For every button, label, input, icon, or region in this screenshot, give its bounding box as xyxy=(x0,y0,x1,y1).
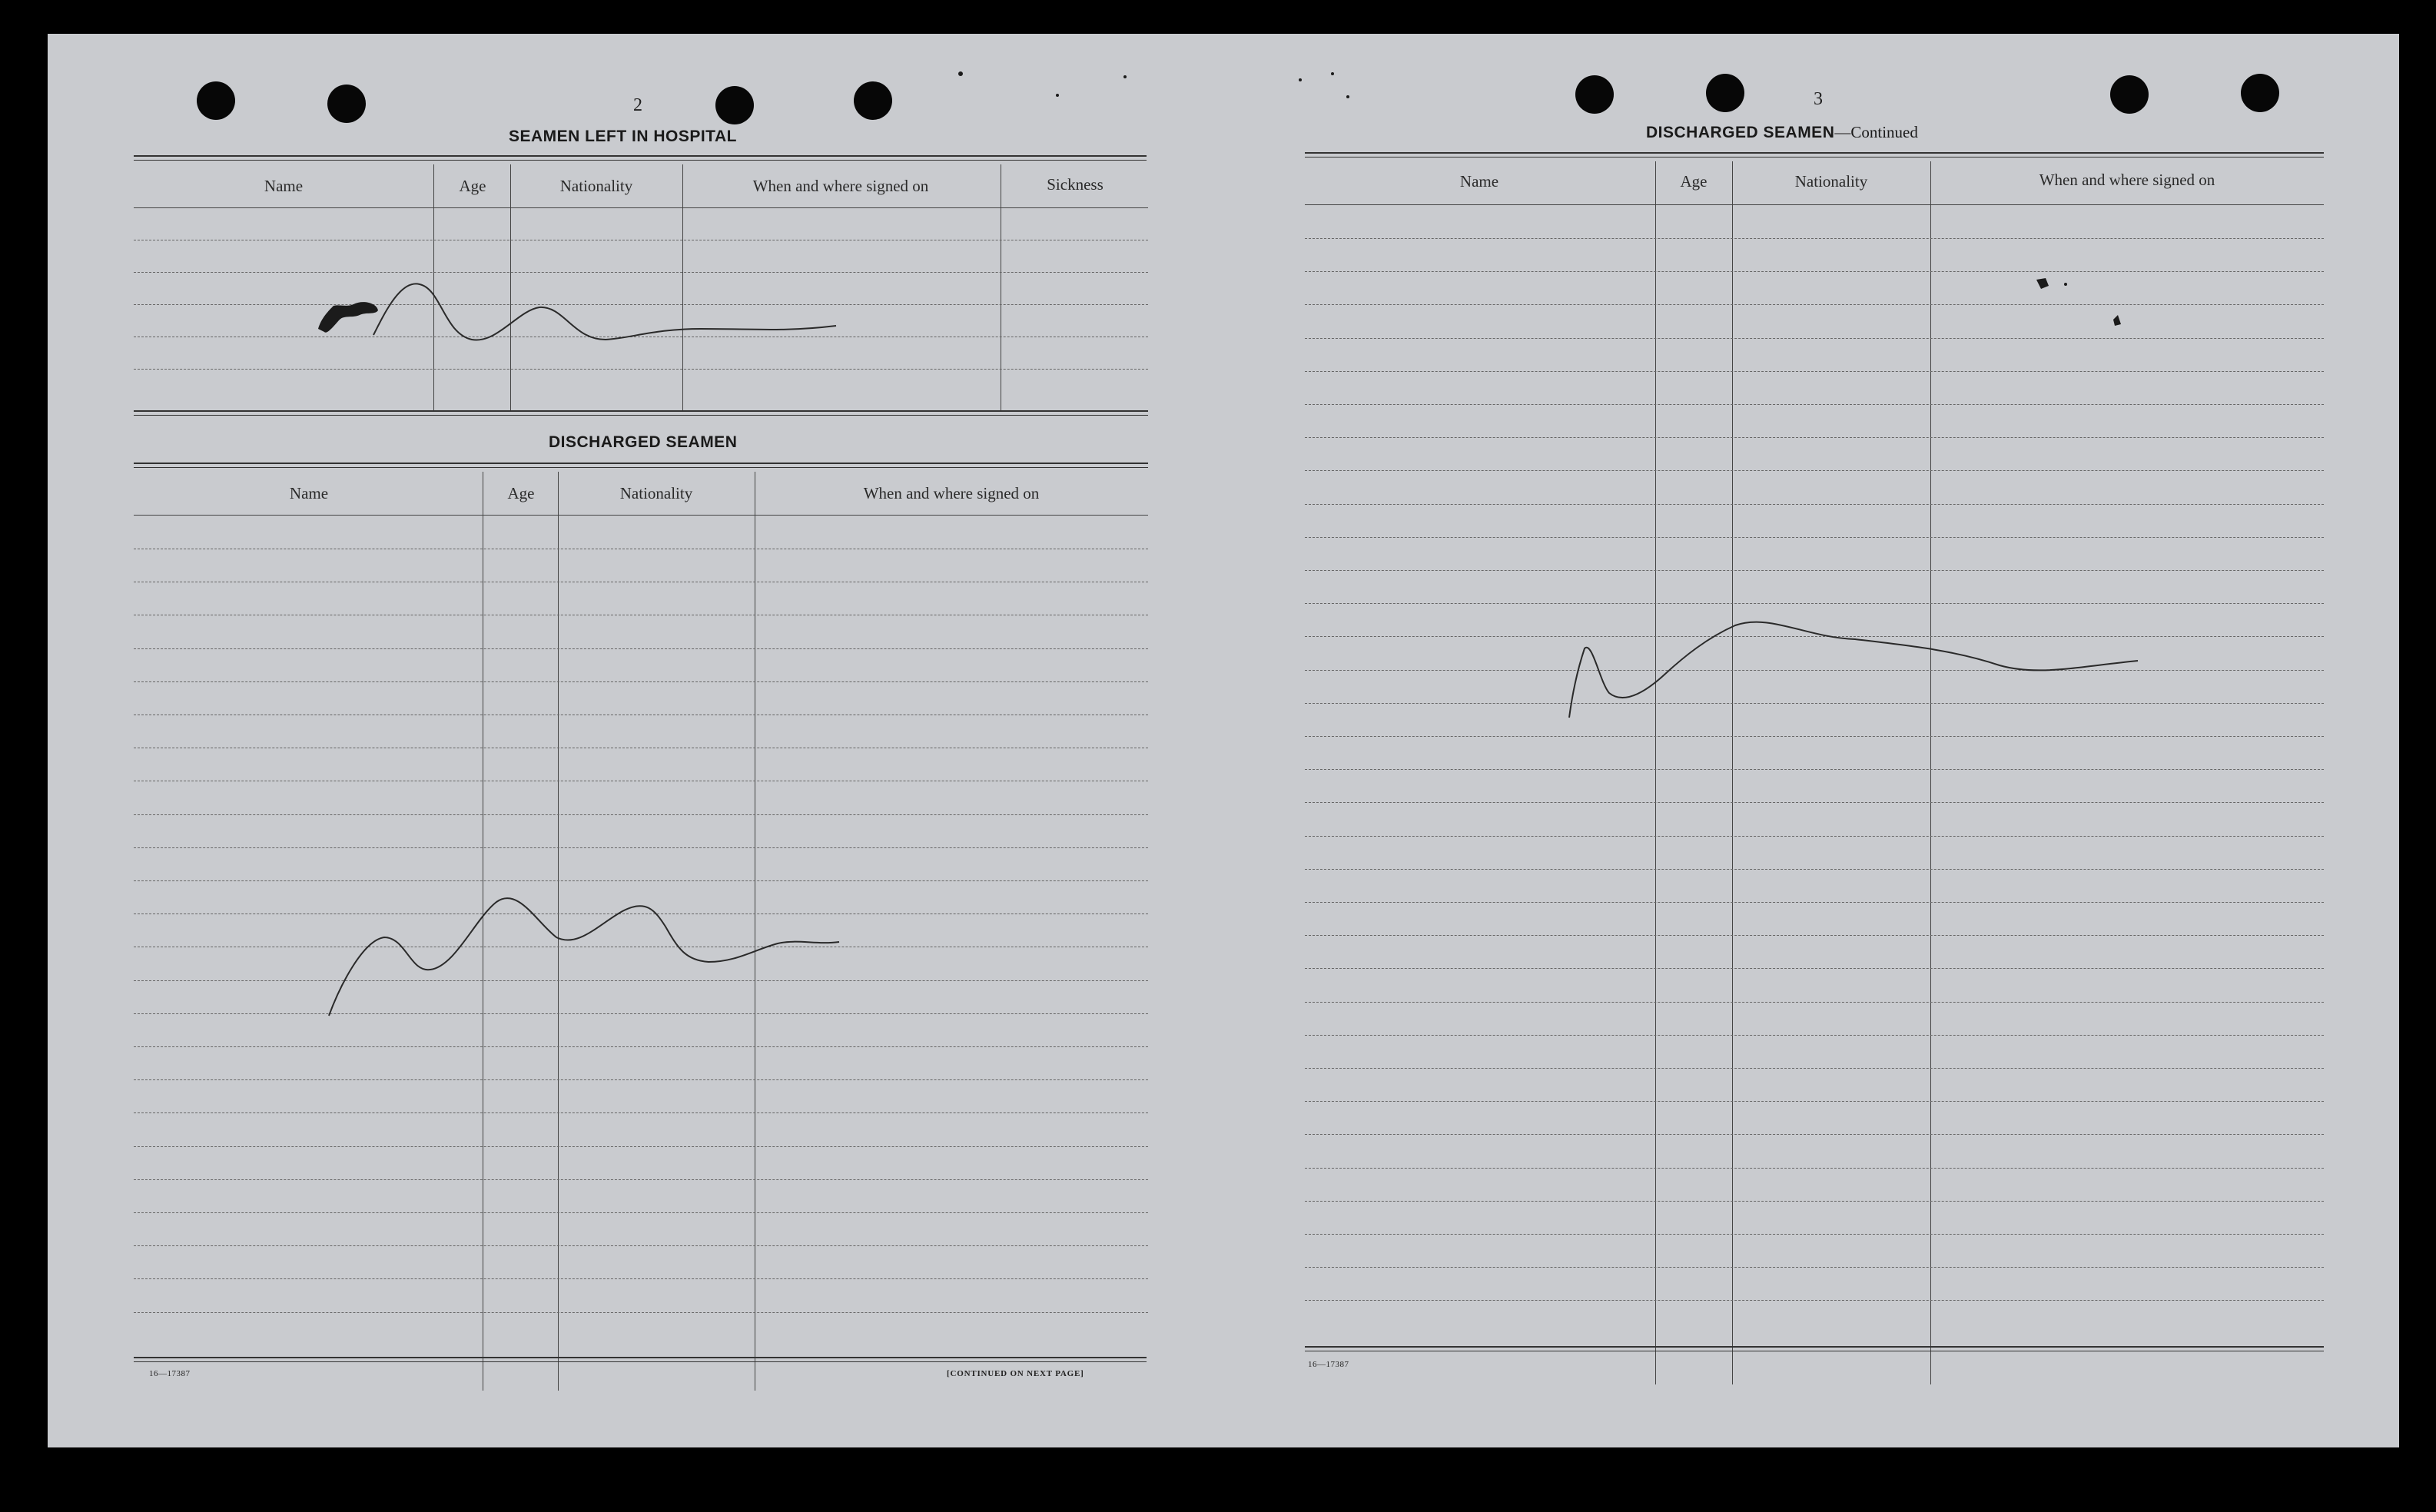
handwritten-marks xyxy=(48,34,2399,1447)
ink-speck xyxy=(1299,78,1302,81)
discharged-continued-suffix: —Continued xyxy=(1834,123,1918,141)
page-number: 2 xyxy=(633,95,642,115)
ink-speck xyxy=(1056,94,1059,97)
discharged-col-age: Age xyxy=(507,484,535,502)
hospital-col-sickness: Sickness xyxy=(1047,175,1104,194)
scanned-document-spread xyxy=(48,34,2399,1447)
ink-speck xyxy=(2064,283,2067,286)
ink-speck xyxy=(2036,278,2049,289)
ink-speck xyxy=(1331,72,1334,75)
ink-speck xyxy=(958,71,963,76)
cancellation-stroke xyxy=(1569,622,2138,718)
right-col-name: Name xyxy=(1459,172,1499,191)
hospital-section-title: SEAMEN LEFT IN HOSPITAL xyxy=(509,128,737,145)
discharged-section-title: DISCHARGED SEAMEN xyxy=(549,433,738,451)
ink-blot xyxy=(318,302,378,333)
hospital-col-nationality: Nationality xyxy=(559,177,633,195)
hospital-col-name: Name xyxy=(264,177,304,195)
right-col-signed-on: When and where signed on xyxy=(2039,171,2215,189)
discharged-col-signed-on: When and where signed on xyxy=(863,484,1040,502)
discharged-col-nationality: Nationality xyxy=(619,484,693,502)
continued-note: [CONTINUED ON NEXT PAGE] xyxy=(947,1369,1084,1378)
right-col-age: Age xyxy=(1680,172,1708,191)
ink-speck xyxy=(2113,315,2121,326)
cancellation-stroke xyxy=(329,898,839,1016)
form-number: 16—17387 xyxy=(149,1369,191,1378)
discharged-col-name: Name xyxy=(289,484,329,502)
form-number: 16—17387 xyxy=(1308,1360,1349,1369)
cancellation-stroke xyxy=(373,284,836,340)
ink-speck xyxy=(1346,95,1349,98)
page-number: 3 xyxy=(1814,89,1823,109)
hospital-col-age: Age xyxy=(459,177,486,195)
right-col-nationality: Nationality xyxy=(1794,172,1868,191)
ink-speck xyxy=(1123,75,1127,78)
discharged-continued-title-main: DISCHARGED SEAMEN xyxy=(1646,124,1835,141)
hospital-col-signed-on: When and where signed on xyxy=(752,177,929,195)
